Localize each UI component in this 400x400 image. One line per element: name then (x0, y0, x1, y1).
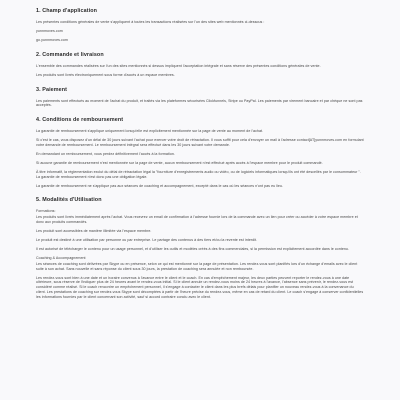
subheading: Formations: (36, 209, 56, 214)
section-refund (36, 117, 364, 188)
section-title: 1. Champ d'application (36, 8, 97, 14)
subheading: Coaching & Accompagnement (36, 255, 86, 260)
site-url: go.yunnmoves.com (36, 37, 68, 42)
section-title: 3. Paiement (36, 86, 68, 93)
section-scope (36, 8, 364, 43)
paragraph: La garantie de remboursement ne s'applique pas aux séances de coaching et accompagnement, excepté dans le cas où les séances n'ont pas eu lieu. (36, 183, 284, 188)
paragraph: Les produits sont livrés électroniquement sous forme d'accès à un espace membres. (36, 72, 175, 77)
paragraph: L'ensemble des commandes réalisées sur l'un des sites mentionnés si dessus impliquent l'acceptation intégrale et sans réserve des présentes conditions générales de vente. (36, 63, 321, 68)
paragraph: Les rendez-vous sont bien à une date et un horaire convenus à l'avance entre le client et le coach. En cas d'empêchement majeur, les deux parties peuvent reporter le rendez-vous à une date ultérieure, sous réserve de l'indiquer plus de 24 heures avant le rendez-vous initial. Si le client annule un rendez-vous moins de 24 heures à l'avance, l'absence sans prévenir, le rendez-vous est considéré comme réalisé. Si le coach rencontre un empêchement personnel, il s'engage à contacter le client dans les plus brefs délais pour planifier un nouveau rendez-vous à la convenance du client. Les prestations de coaching sur rendez-vous Skype sont décomptées à partir de l'heure précise du rendez-vous, même en cas de retard du client. Le coach s'engage à conserver confidentielles les informations fournies par le client concernant son activité, sauf si accord contraire conclu avec le client. (36, 275, 364, 299)
paragraph: Les séances de coaching sont délivrées par Skype ou en présence, selon ce qui est mentionné sur la page de présentation. Les rendez-vous sont planifiés lors d'un échange d'emails avec le client suite à son achat. Sans nouvelle et sans réponse du client sous 30 jours, la prestation de coaching sera annulée et non remboursée. (36, 261, 358, 271)
section-title: 5. Modalités d'Utilisation (36, 197, 102, 204)
section-usage (36, 197, 364, 299)
paragraph: Si c'est le cas, vous disposez d'un délai de 30 jours suivant l'achat pour exercer votre droit de rétractation. Il vous suffit pour cela d'envoyer un mail à l'adresse contact[AT]yunnmoves.com en formulant votre demande de remboursement. Le remboursement intégral sera effectué dans les 30 jours suivant votre demande. (36, 138, 364, 147)
paragraph: Le produit est destiné à une utilisation par personne ou par entreprise. Le partage des contenus à des tiers et/ou la revente est interdit. (36, 238, 258, 243)
paragraph: La garantie de remboursement s'applique uniquement lorsqu'elle est explicitement mentionnée sur la page de vente au moment de l'achat. (36, 129, 264, 134)
paragraph: Si aucune garantie de remboursement n'est mentionnée sur la page de vente, aucun remboursement n'est effectué après accès à l'espace membre pour le produit commandé. (36, 160, 323, 165)
section-title: 4. Conditions de remboursement (36, 117, 124, 124)
section-order-delivery (36, 52, 364, 78)
section-payment (36, 87, 364, 109)
paragraph: Les produit sont accessibles de manière illimitée via l'espace membre. (36, 229, 152, 234)
paragraph: En demandant un remboursement, vous perdez définitivement l'accès à la formation. (36, 151, 175, 156)
site-url: yunnmoves.com (36, 28, 63, 33)
paragraph: À titre informatif, la réglementation exclut du délai de rétractation légal la "fourniture d'enregistrements audio ou vidéo, ou de logiciels informatiques lorsqu'ils ont été descellés par le consommateur ". La garantie de remboursement n'est donc pas une obligation légale. (36, 169, 361, 179)
paragraph: Les produits sont livrés immédiatement après l'achat. Vous recevrez un email de confirmation à l'adresse fournie lors de la commande avec un lien pour créer ou accéder à votre espace membre et donc aux produits commandés. (36, 215, 358, 225)
section-title: 2. Commande et livraison (36, 51, 104, 58)
paragraph: Les paiements sont effectués au moment de l'achat du produit, et traités via les plateformes sécurisées Clickfunnels, Stripe ou PayPal. Les paiements par virement bancaire et par chèque ne sont pas acceptés. (36, 98, 363, 108)
paragraph: Il est autorisé de télécharger le contenu pour un usage personnel, et d'utiliser les outils et modèles créés à des fins commerciales, si la permission est explicitement accordée dans le contenu. (36, 247, 350, 251)
paragraph: Les présentes conditions générales de vente s'appliquent à toutes les transactions réalisées sur l'un des sites web mentionnés ci-dessous : (36, 20, 265, 24)
